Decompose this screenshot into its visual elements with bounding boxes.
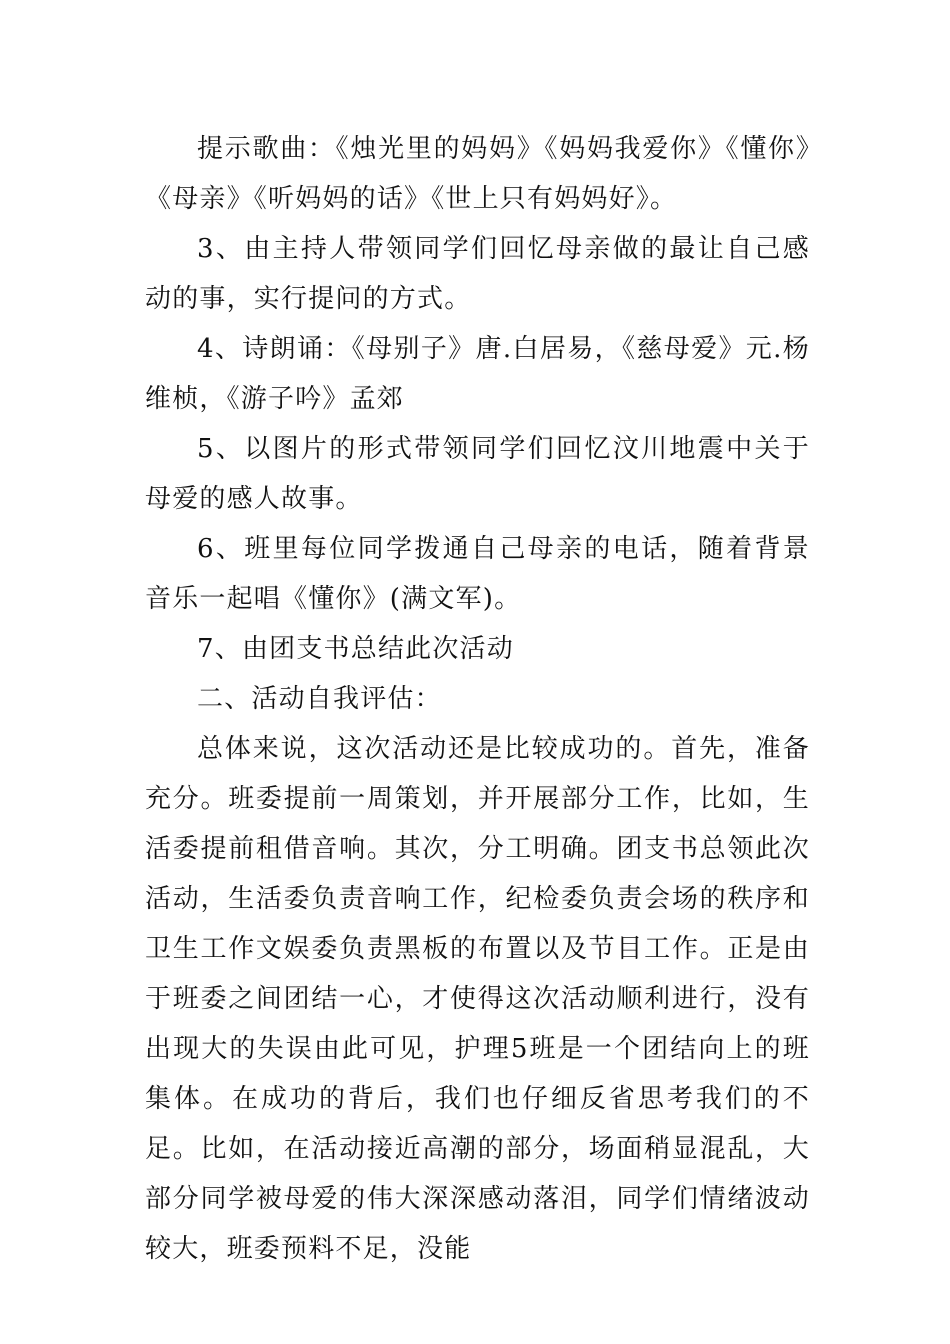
paragraph-step-7: 7、由团支书总结此次活动 [197, 634, 514, 664]
document-body [145, 124, 810, 1274]
section-heading-evaluation: 二、活动自我评估： [197, 684, 442, 714]
paragraph-evaluation: 总体来说，这次活动还是比较成功的。首先，准备充分。班委提前一周策划，并开展部分工作，比如，生活委提前租借音响。其次，分工明确。团支书总领此次活动，生活委负责音响工作，纪检委负责会场的秩序和卫生工作文娱委负责黑板的布置以及节目工作。正是由于班委之间团结一心，才使得这次活动顺利进行，没有出现大的失误由此可见，护理5班是一个团结向上的班集体。在成功的背后，我们也仔细反省思考我们的不足。比如，在活动接近高潮的部分，场面稍显混乱，大部分同学被母爱的伟大深深感动落泪，同学们情绪波动较大，班委预料不足，没能 [145, 734, 810, 1264]
paragraph-step-6: 6、班里每位同学拨通自己母亲的电话，随着背景音乐一起唱《懂你》(满文军)。 [145, 534, 810, 614]
paragraph-step-5: 5、以图片的形式带领同学们回忆汶川地震中关于母爱的感人故事。 [145, 434, 810, 514]
paragraph-step-4: 4、诗朗诵：《母别子》唐.白居易，《慈母爱》元.杨维桢，《游子吟》孟郊 [145, 334, 810, 414]
paragraph-song-list: 提示歌曲：《烛光里的妈妈》《妈妈我爱你》《懂你》《母亲》《听妈妈的话》《世上只有妈妈好》。 [145, 134, 810, 214]
paragraph-step-3: 3、由主持人带领同学们回忆母亲做的最让自己感动的事，实行提问的方式。 [145, 234, 810, 314]
